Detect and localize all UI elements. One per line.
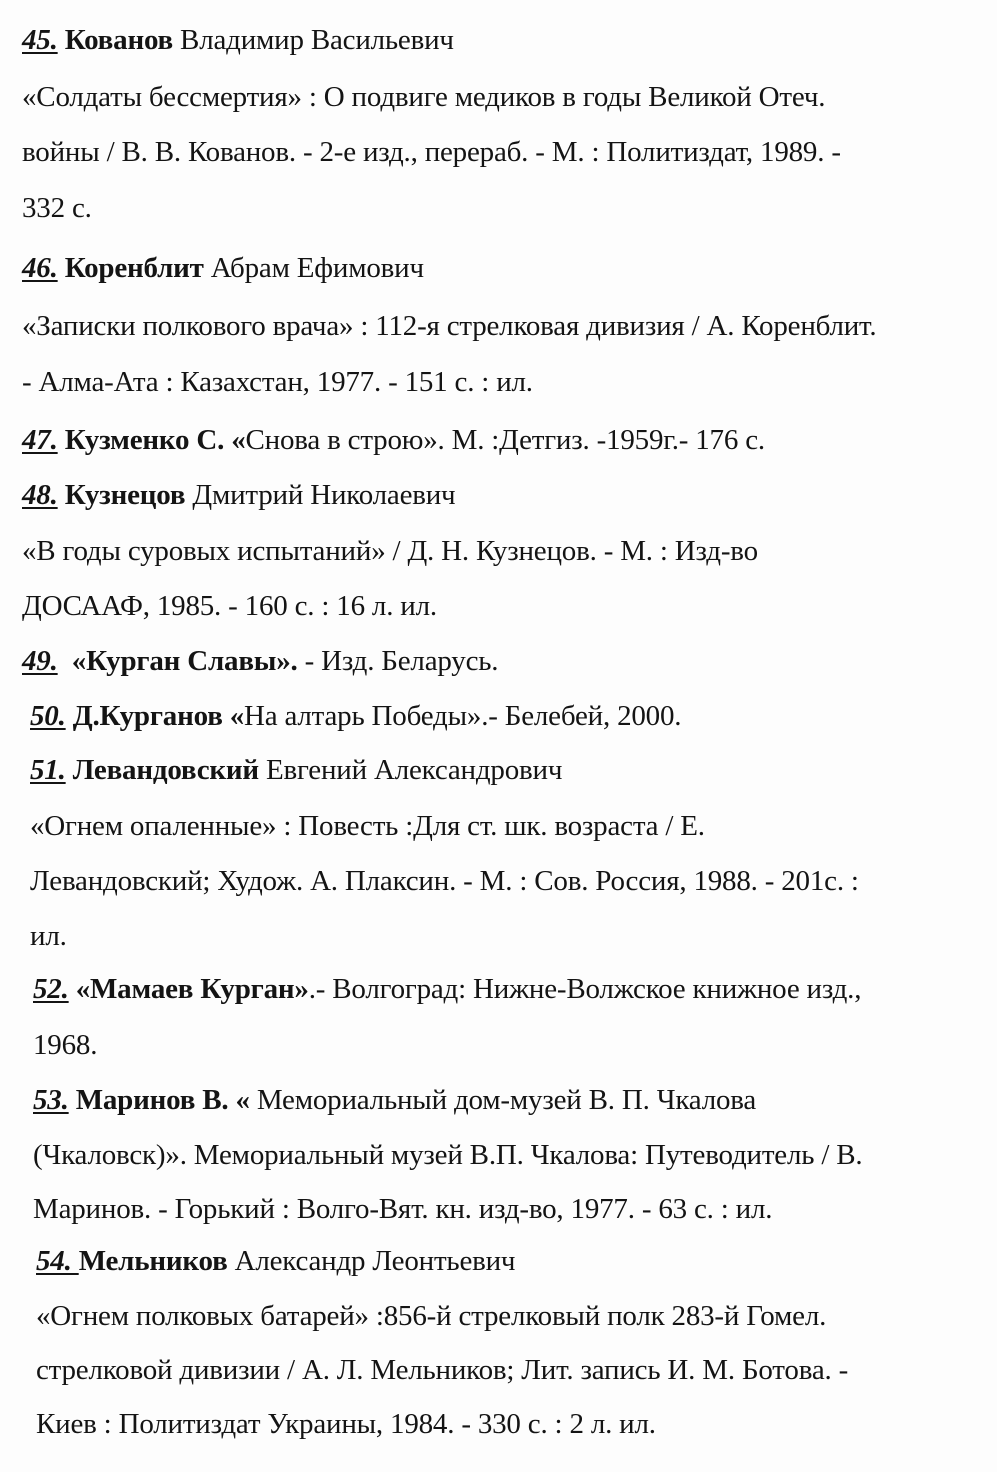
entry-number: 47.	[22, 424, 58, 456]
entry-author-surname: Левандовский	[72, 754, 259, 786]
entry-51-line: «Огнем опаленные» : Повесть :Для ст. шк. возраста / Е.	[30, 810, 705, 842]
entry-48-heading	[22, 475, 455, 515]
entry-51-line: Левандовский; Худож. А. Плаксин. - М. : Сов. Россия, 1988. - 201с. :	[30, 865, 859, 897]
entry-author-name: Александр Леонтьевич	[227, 1245, 516, 1277]
entry-52-line: 1968.	[33, 1029, 98, 1061]
entry-citation: .- Волгоград: Нижне-Волжское книжное изд.,	[308, 973, 862, 1005]
entry-author-name: Абрам Ефимович	[203, 252, 424, 284]
entry-47-heading	[22, 420, 765, 460]
entry-49-heading	[22, 641, 498, 681]
entry-title-bold: «Курган Славы».	[71, 645, 298, 677]
entry-51-line: ил.	[30, 920, 67, 952]
entry-54-line: Киев : Политиздат Украины, 1984. - 330 с. : 2 л. ил.	[36, 1408, 656, 1440]
entry-citation: Мемориальный дом-музей В. П. Чкалова	[249, 1084, 757, 1116]
entry-author-name: Владимир Васильевич	[173, 24, 454, 56]
entry-number: 52.	[33, 973, 69, 1005]
entry-citation: На алтарь Победы».- Белебей, 2000.	[244, 700, 682, 732]
entry-53-heading	[33, 1080, 756, 1120]
entry-author-surname: Кованов	[64, 24, 173, 56]
entry-author-surname: Мельников	[78, 1245, 228, 1277]
entry-author-title-bold: Маринов В. «	[68, 1084, 250, 1116]
entry-author-surname: Кузнецов	[64, 479, 186, 511]
entry-45-line: войны / В. В. Кованов. - 2-е изд., перераб. - М. : Политиздат, 1989. -	[22, 136, 841, 168]
entry-48-line: ДОСААФ, 1985. - 160 с. : 16 л. ил.	[22, 590, 437, 622]
entry-45-heading	[22, 20, 454, 60]
entry-46-line: - Алма-Ата : Казахстан, 1977. - 151 с. : ил.	[22, 366, 533, 398]
entry-title-bold: «Мамаев Курган»	[68, 973, 309, 1005]
entry-48-line: «В годы суровых испытаний» / Д. Н. Кузнецов. - М. : Изд-во	[22, 535, 758, 567]
entry-author-name: Дмитрий Николаевич	[185, 479, 456, 511]
entry-51-heading	[30, 750, 562, 790]
entry-53-line: (Чкаловск)». Мемориальный музей В.П. Чкалова: Путеводитель / В.	[33, 1139, 863, 1171]
entry-author-name: Евгений Александрович	[258, 754, 563, 786]
entry-46-heading	[22, 248, 424, 288]
entry-author-surname: Коренблит	[64, 252, 204, 284]
entry-citation: Снова в строю». М. :Детгиз. -1959г.- 176 с.	[245, 424, 765, 456]
entry-number: 50.	[30, 700, 66, 732]
entry-53-line: Маринов. - Горький : Волго-Вят. кн. изд-во, 1977. - 63 с. : ил.	[33, 1193, 773, 1225]
entry-52-heading	[33, 969, 861, 1009]
entry-author-title-bold: Кузменко С. «	[57, 424, 246, 456]
entry-number: 46.	[22, 252, 58, 284]
entry-54-line: «Огнем полковых батарей» :856-й стрелковый полк 283-й Гомел.	[36, 1300, 827, 1332]
entry-number: 48.	[22, 479, 58, 511]
entry-54-line: стрелковой дивизии / А. Л. Мельников; Лит. запись И. М. Ботова. -	[36, 1354, 849, 1386]
entry-46-line: «Записки полкового врача» : 112-я стрелковая дивизия / А. Коренблит.	[22, 310, 877, 342]
entry-number: 49.	[22, 645, 58, 677]
entry-author-title-bold: Д.Курганов «	[65, 700, 245, 732]
entry-45-line: «Солдаты бессмертия» : О подвиге медиков в годы Великой Отеч.	[22, 81, 826, 113]
entry-number: 53.	[33, 1084, 69, 1116]
entry-citation: - Изд. Беларусь.	[297, 645, 499, 677]
entry-54-heading	[36, 1241, 515, 1281]
entry-number: 51.	[30, 754, 66, 786]
entry-number: 54.	[36, 1245, 79, 1277]
entry-number: 45.	[22, 24, 58, 56]
entry-50-heading	[30, 696, 681, 736]
entry-45-line: 332 с.	[22, 192, 92, 224]
